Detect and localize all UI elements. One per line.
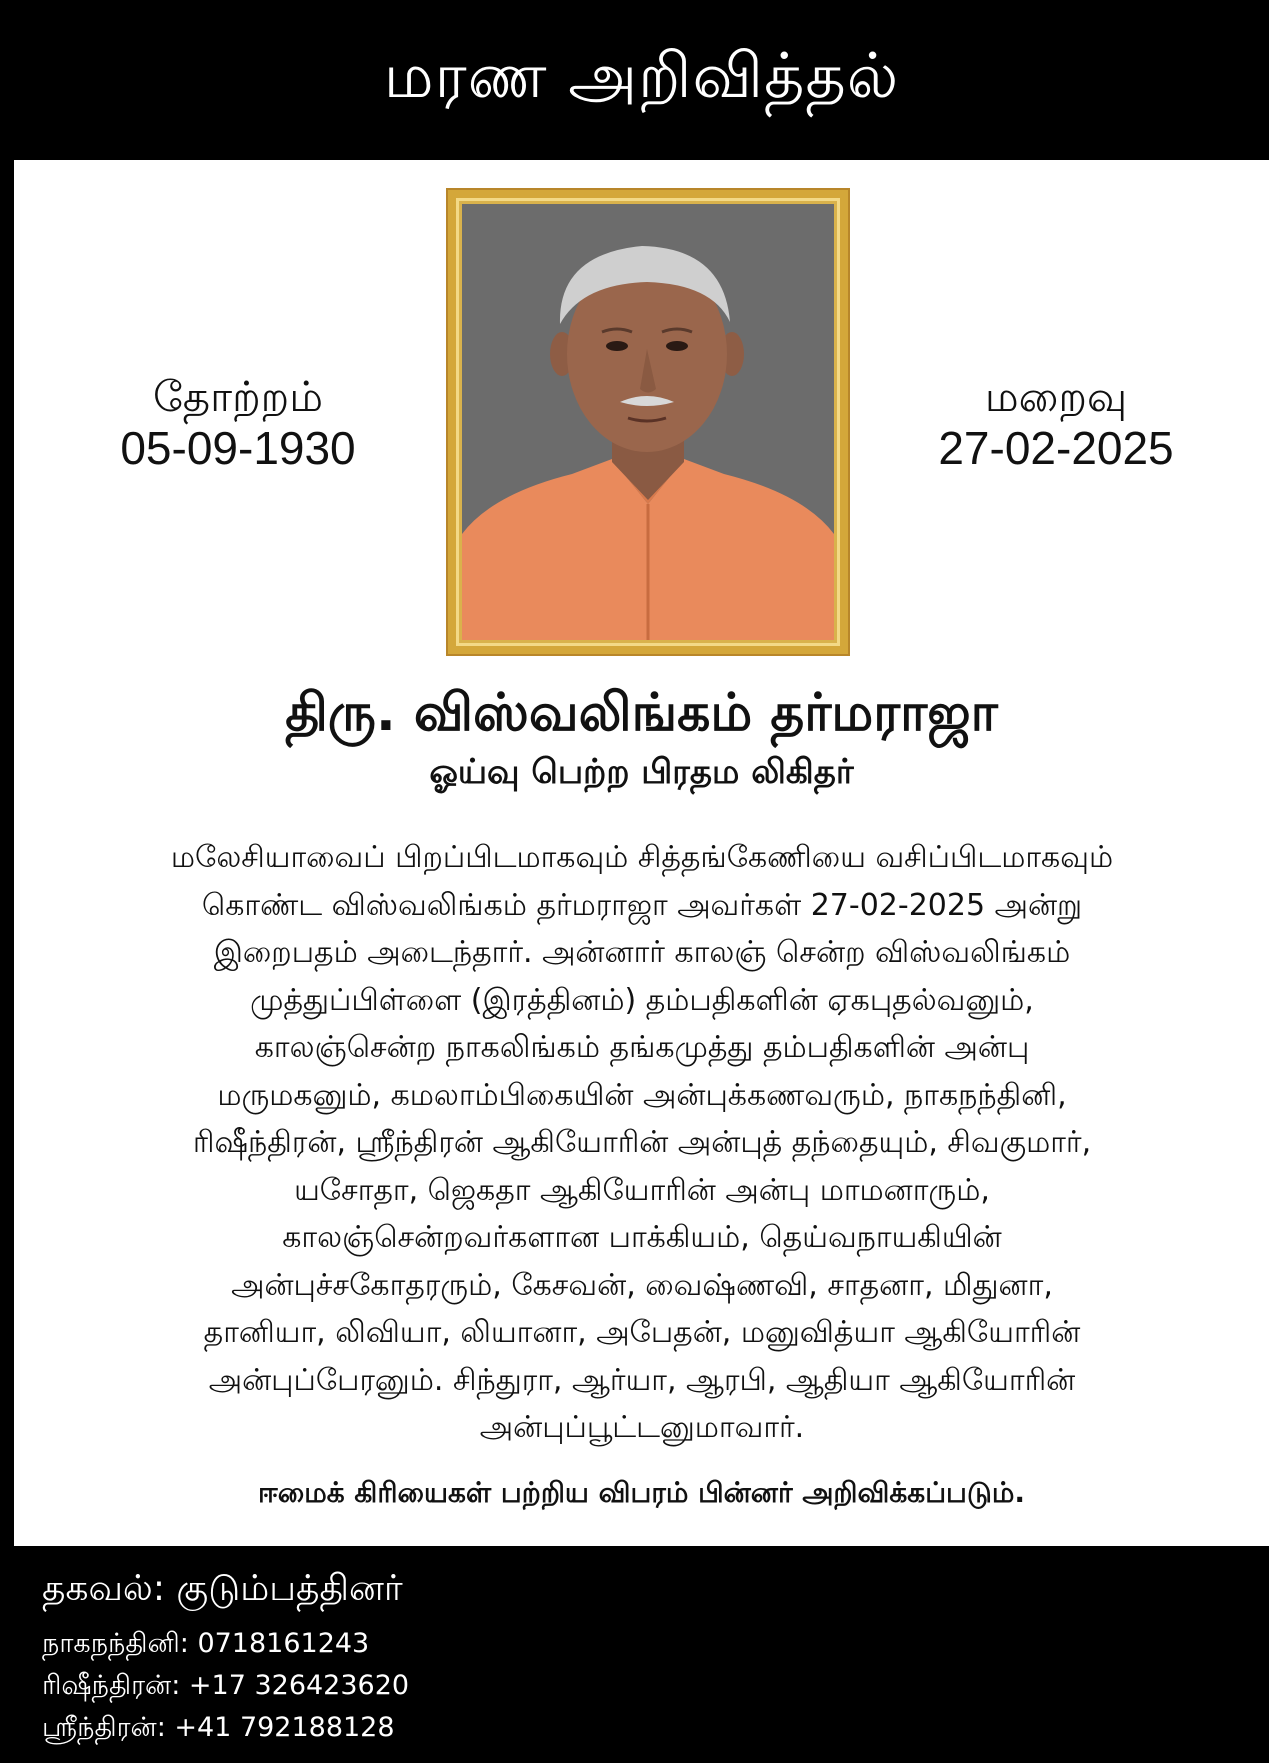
obituary-line: இறைபதம் அடைந்தார். அன்னார் காலஞ் சென்ற விஸ்வலிங்கம் (213, 935, 1071, 970)
obituary-line: யசோதா, ஜெகதா ஆகியோரின் அன்பு மாமனாரும், (294, 1172, 990, 1208)
obituary-text (72, 834, 1212, 1452)
deceased-name: திரு. விஸ்வலிங்கம் தர்மராஜா (285, 683, 998, 743)
contact-line: ஸ்ரீந்திரன்: +41 792188128 (42, 1712, 395, 1743)
contact-footer (14, 1546, 1269, 1763)
birth-label: தோற்றம் (152, 372, 324, 421)
notice-body (14, 160, 1269, 1546)
death-label: மறைவு (984, 372, 1128, 421)
obituary-line: ரிஷீந்திரன், ஸ்ரீந்திரன் ஆகியோரின் அன்புத் தந்தையும், சிவகுமார், (192, 1125, 1092, 1160)
contact-heading: தகவல்: குடும்பத்தினர் (42, 1568, 403, 1609)
death-date: 27-02-2025 (938, 422, 1174, 474)
obituary-line: தானியா, லிவியா, லியானா, அபேதன், மனுவித்யா ஆகியோரின் (203, 1315, 1081, 1350)
obituary-line: அன்புப்பூட்டனுமாவார். (479, 1410, 805, 1445)
obituary-line: காலஞ்சென்றவர்களான பாக்கியம், தெய்வநாயகியின் (282, 1220, 1002, 1255)
portrait-frame (448, 190, 848, 654)
death-block (896, 372, 1216, 474)
obituary-line: முத்துப்பிள்ளை (இரத்தினம்) தம்பதிகளின் ஏகபுதல்வனும், (250, 982, 1034, 1018)
portrait-photo (462, 204, 834, 640)
obituary-line: அன்புப்பேரனும். சிந்துரா, ஆர்யா, ஆரபி, ஆதியா ஆகியோரின் (208, 1362, 1076, 1398)
birth-block (78, 372, 398, 474)
birth-date: 05-09-1930 (120, 422, 356, 474)
deceased-designation: ஓய்வு பெற்ற பிரதம லிகிதர் (429, 752, 854, 792)
obituary-line: மலேசியாவைப் பிறப்பிடமாகவும் சித்தங்கேணியை வசிப்பிடமாகவும் (170, 840, 1114, 875)
portrait-illustration (462, 204, 834, 640)
header-banner (14, 0, 1269, 160)
obituary-line: கொண்ட விஸ்வலிங்கம் தர்மராஜா அவர்கள் 27-02-2025 அன்று (201, 887, 1083, 923)
contact-line: ரிஷீந்திரன்: +17 326423620 (42, 1670, 410, 1701)
notice-title: மரண அறிவித்தல் (383, 39, 900, 112)
contact-line: நாகநந்தினி: 0718161243 (42, 1628, 370, 1659)
obituary-line: அன்புச்சகோதரரும், கேசவன், வைஷ்ணவி, சாதனா, மிதுனா, (231, 1267, 1053, 1303)
obituary-line: காலஞ்சென்ற நாகலிங்கம் தங்கமுத்து தம்பதிகளின் அன்பு (254, 1030, 1030, 1065)
ceremony-note: ஈமைக் கிரியைகள் பற்றிய விபரம் பின்னர் அறிவிக்கப்படும். (257, 1476, 1026, 1509)
obituary-line: மருமகனும், கமலாம்பிகையின் அன்புக்கணவரும், நாகநந்தினி, (217, 1077, 1067, 1113)
